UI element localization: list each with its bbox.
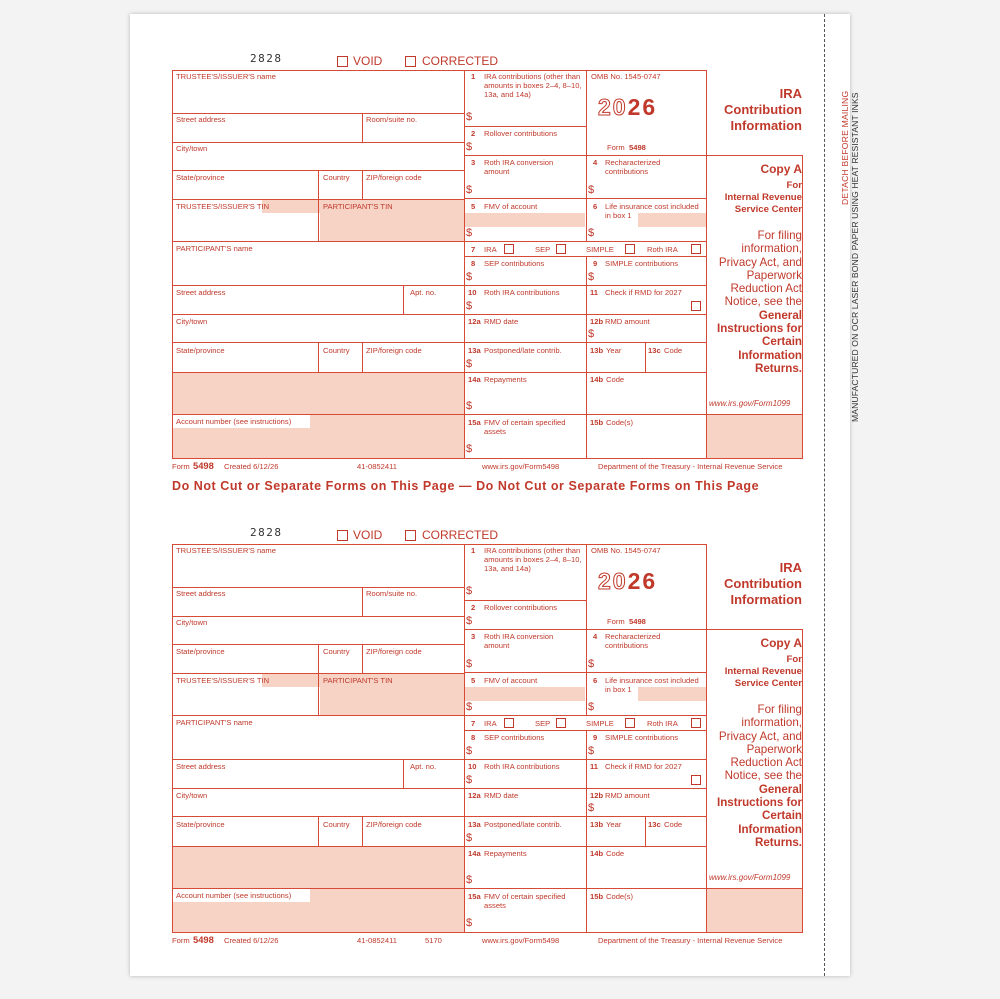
box15b-field[interactable] [586,414,707,459]
box10-label: Roth IRA contributions [484,288,560,297]
box7-sep-label: SEP [535,245,551,254]
participant-city-field[interactable] [172,314,465,343]
box2-dollar: $ [466,141,473,153]
omb-form-number: 5498 [629,617,646,626]
notice-line-1: For filing [757,703,802,716]
box14b-label: Code [606,375,625,384]
box1-label: IRA contributions (other than amounts in boxes 2–4, 8–10, 13a, and 14a) [484,72,582,99]
tax-year: 2026 [598,568,658,594]
void-label: VOID [353,54,383,68]
form-5498-bottom [0,474,1000,945]
participant-country-label: Country [323,346,350,355]
box10-dollar: $ [466,774,473,786]
box5-label: FMV of account [484,676,538,685]
box14a-dollar: $ [466,400,473,412]
box11-checkbox[interactable] [691,301,701,311]
omb-form-label: Form [607,617,625,626]
box2-number: 2 [471,129,476,138]
box14b-number: 14b [590,849,604,858]
footer-url: www.irs.gov/Form5498 [482,462,560,471]
box6-dollar: $ [588,701,595,713]
box13a-number: 13a [468,346,481,355]
box6-label: Life insurance cost included in box 1 [605,202,699,220]
box13a-dollar: $ [466,358,473,370]
box14a-label: Repayments [484,849,527,858]
box8-number: 8 [471,733,476,742]
box7-sep-checkbox[interactable] [556,244,566,254]
notice-line-7: General [758,782,802,796]
trustee-country-label: Country [323,647,350,656]
box5-number: 5 [471,202,476,211]
notice-line-3: Privacy Act, and [718,255,802,269]
trustee-name-label: TRUSTEE'S/ISSUER'S name [176,546,276,555]
participant-zip-label: ZIP/foreign code [366,346,422,355]
box10-label: Roth IRA contributions [484,762,560,771]
box15b-field[interactable] [586,888,707,933]
box11-label: Check if RMD for 2027 [605,762,682,771]
box7-roth-checkbox[interactable] [691,244,701,254]
box3-dollar: $ [466,184,473,196]
box3-label: Roth IRA conversion amount [484,632,554,650]
title-line-3: Information [730,118,802,133]
omb-form-number: 5498 [629,143,646,152]
apt-label: Apt. no. [410,762,437,771]
box7-simple-checkbox[interactable] [625,244,635,254]
box15b-number: 15b [590,418,604,427]
notice-line-7: General [758,308,802,322]
box5-dollar: $ [466,701,473,713]
trustee-city-field[interactable] [172,142,465,171]
box12a-label: RMD date [484,317,519,326]
footer-created: Created 6/12/26 [224,936,279,945]
box13b-number: 13b [590,346,604,355]
box7-simple-label: SIMPLE [586,719,614,728]
notice-line-2: information, [741,716,802,730]
box15b-number: 15b [590,892,604,901]
box7-number: 7 [471,719,476,728]
participant-state-label: State/province [176,346,225,355]
box7-simple-label: SIMPLE [586,245,614,254]
box13c-label: Code [664,346,683,355]
box12b-label: RMD amount [605,317,650,326]
participant-street-label: Street address [176,288,226,297]
box2-number: 2 [471,603,476,612]
box7-number: 7 [471,245,476,254]
box7-sep-checkbox[interactable] [556,718,566,728]
box13c-number: 13c [648,346,661,355]
form-code: 2828 [250,52,283,65]
box1-label: IRA contributions (other than amounts in boxes 2–4, 8–10, 13a, and 14a) [484,546,582,573]
box12a-field[interactable] [464,314,587,343]
corrected-label: CORRECTED [422,528,499,542]
box14a-dollar: $ [466,874,473,886]
box13a-label: Postponed/late contrib. [484,820,562,829]
box7-roth-label: Roth IRA [647,719,678,728]
footer-dept: Department of the Treasury - Internal Revenue Service [598,936,783,945]
footer-code: 41-0852411 [357,936,397,945]
box13b-number: 13b [590,820,604,829]
footer-code: 41-0852411 [357,462,397,471]
copy-a-block [708,636,802,849]
form-title [706,560,802,608]
footer-form-label: Form [172,462,190,471]
corner-box [706,888,803,933]
notice-line-4: Paperwork [746,268,802,282]
box10-number: 10 [468,288,477,297]
box15a-dollar: $ [466,917,473,929]
box15a-label: FMV of certain specified assets [484,418,566,436]
participant-tin-label: PARTICIPANT'S TIN [323,202,393,211]
notice-line-8: Instructions for [716,322,802,336]
box14a-label: Repayments [484,375,527,384]
box9-dollar: $ [588,271,595,283]
notice-line-10: Information [738,348,802,362]
box1-dollar: $ [466,111,473,123]
footer-form-number: 5498 [193,460,214,471]
box5-label: FMV of account [484,202,538,211]
void-label: VOID [353,528,383,542]
blank-field [172,846,465,889]
box5-dollar: $ [466,227,473,239]
footer-code-2: 5170 [425,936,442,945]
footer-dept: Department of the Treasury - Internal Revenue Service [598,462,783,471]
copy-url: www.irs.gov/Form1099 [709,399,791,408]
trustee-zip-label: ZIP/foreign code [366,173,422,182]
box15a-dollar: $ [466,443,473,455]
box12a-label: RMD date [484,791,519,800]
box3-number: 3 [471,158,476,167]
title-line-1: IRA [779,560,802,575]
box13b-label: Year [606,820,622,829]
box11-number: 11 [590,762,599,771]
participant-zip-label: ZIP/foreign code [366,820,422,829]
box13a-label: Postponed/late contrib. [484,346,562,355]
omb-number: OMB No. 1545-0747 [591,72,661,81]
notice-line-2: information, [741,242,802,256]
corrected-checkbox[interactable] [405,56,416,67]
box9-label: SIMPLE contributions [605,733,679,742]
box11-checkbox[interactable] [691,775,701,785]
trustee-tin-label: TRUSTEE'S/ISSUER'S TIN [176,202,270,211]
notice-line-8: Instructions for [716,796,802,810]
box11-label: Check if RMD for 2027 [605,288,682,297]
box12b-number: 12b [590,791,604,800]
manufacturer-text: MANUFACTURED ON OCR LASER BOND PAPER USING HEAT RESISTANT INKS [850,92,860,422]
copy-a-block [708,162,802,375]
corrected-checkbox[interactable] [405,530,416,541]
copy-url: www.irs.gov/Form1099 [709,873,791,882]
notice-line-11: Returns. [754,361,802,375]
box2-label: Rollover contributions [484,129,558,138]
trustee-street-label: Street address [176,589,226,598]
box1-number: 1 [471,546,476,555]
box9-dollar: $ [588,745,595,757]
notice-line-11: Returns. [754,835,802,849]
notice-line-4: Paperwork [746,742,802,756]
notice-line-1: For filing [757,229,802,242]
separator-warning: Do Not Cut or Separate Forms on This Page — Do Not Cut or Separate Forms on This Page [172,479,760,493]
notice-line-10: Information [738,822,802,836]
omb-number: OMB No. 1545-0747 [591,546,661,555]
box9-label: SIMPLE contributions [605,259,679,268]
footer-form-label: Form [172,936,190,945]
room-label: Room/suite no. [366,115,418,124]
box13c-number: 13c [648,820,661,829]
box7-sep-label: SEP [535,719,551,728]
box12b-dollar: $ [588,802,595,814]
box4-number: 4 [593,632,598,641]
participant-city-field[interactable] [172,788,465,817]
box7-ira-checkbox[interactable] [504,718,514,728]
trustee-name-label: TRUSTEE'S/ISSUER'S name [176,72,276,81]
detach-text: DETACH BEFORE MAILING [840,90,850,205]
trustee-zip-label: ZIP/foreign code [366,647,422,656]
box1-dollar: $ [466,585,473,597]
participant-country-label: Country [323,820,350,829]
trustee-city-label: City/town [176,144,208,153]
box7-roth-checkbox[interactable] [691,718,701,728]
box13a-number: 13a [468,820,481,829]
notice-line-9: Certain [762,335,802,349]
omb-form-label: Form [607,143,625,152]
box7-ira-checkbox[interactable] [504,244,514,254]
box8-number: 8 [471,259,476,268]
box14b-number: 14b [590,375,604,384]
box12a-field[interactable] [464,788,587,817]
trustee-street-label: Street address [176,115,226,124]
box9-number: 9 [593,733,598,742]
box8-dollar: $ [466,745,473,757]
box15b-label: Code(s) [606,892,634,901]
box13c-label: Code [664,820,683,829]
box14a-number: 14a [468,375,481,384]
title-line-1: IRA [779,86,802,101]
box12b-dollar: $ [588,328,595,340]
account-label: Account number (see instructions) [176,891,292,900]
notice-line-5: Reduction Act [730,756,802,770]
trustee-state-label: State/province [176,647,225,656]
trustee-city-field[interactable] [172,616,465,645]
copy-notice [708,703,802,849]
form-code: 2828 [250,526,283,539]
box12b-number: 12b [590,317,604,326]
box2-dollar: $ [466,615,473,627]
copy-label: Copy A [760,162,802,176]
void-checkbox[interactable] [337,56,348,67]
participant-tin-label: PARTICIPANT'S TIN [323,676,393,685]
apt-label: Apt. no. [410,288,437,297]
box4-dollar: $ [588,658,595,670]
copy-center: Internal Revenue Service Center [724,666,802,689]
box6-dollar: $ [588,227,595,239]
box14b-field[interactable] [586,372,707,415]
room-label: Room/suite no. [366,589,418,598]
box4-label: Recharacterized contributions [605,632,661,650]
copy-for: For [786,654,802,665]
box14b-field[interactable] [586,846,707,889]
participant-city-label: City/town [176,791,208,800]
notice-line-6: Notice, see the [724,769,802,783]
box7-ira-label: IRA [484,719,497,728]
box14b-label: Code [606,849,625,858]
box12b-label: RMD amount [605,791,650,800]
box4-dollar: $ [588,184,595,196]
copy-for: For [786,180,802,191]
box9-number: 9 [593,259,598,268]
corrected-label: CORRECTED [422,54,499,68]
box13a-dollar: $ [466,832,473,844]
corner-box [706,414,803,459]
box3-label: Roth IRA conversion amount [484,158,554,176]
tax-year: 2026 [598,94,658,120]
box8-label: SEP contributions [484,733,545,742]
footer-url: www.irs.gov/Form5498 [482,936,560,945]
account-label: Account number (see instructions) [176,417,292,426]
box15b-label: Code(s) [606,418,634,427]
box4-label: Recharacterized contributions [605,158,661,176]
trustee-state-label: State/province [176,173,225,182]
box10-number: 10 [468,762,477,771]
title-line-3: Information [730,592,802,607]
box6-number: 6 [593,202,598,211]
box12a-number: 12a [468,791,481,800]
trustee-tin-label: TRUSTEE'S/ISSUER'S TIN [176,676,270,685]
box14a-number: 14a [468,849,481,858]
box6-label: Life insurance cost included in box 1 [605,676,699,694]
form-5498-top [0,0,1000,471]
box8-dollar: $ [466,271,473,283]
participant-name-label: PARTICIPANT'S name [176,718,253,727]
box1-number: 1 [471,72,476,81]
footer-form-number: 5498 [193,934,214,945]
void-checkbox[interactable] [337,530,348,541]
box15a-number: 15a [468,418,481,427]
box7-roth-label: Roth IRA [647,245,678,254]
box6-number: 6 [593,676,598,685]
copy-label: Copy A [760,636,802,650]
participant-name-label: PARTICIPANT'S name [176,244,253,253]
notice-line-3: Privacy Act, and [718,729,802,743]
title-line-2: Contribution [724,102,802,117]
box3-dollar: $ [466,658,473,670]
participant-city-label: City/town [176,317,208,326]
blank-field [172,372,465,415]
form-title [706,86,802,134]
box2-label: Rollover contributions [484,603,558,612]
copy-center: Internal Revenue Service Center [724,192,802,215]
box8-label: SEP contributions [484,259,545,268]
box12a-number: 12a [468,317,481,326]
notice-line-9: Certain [762,809,802,823]
box15a-label: FMV of certain specified assets [484,892,566,910]
footer-created: Created 6/12/26 [224,462,279,471]
participant-street-label: Street address [176,762,226,771]
participant-state-label: State/province [176,820,225,829]
notice-line-6: Notice, see the [724,295,802,309]
box5-number: 5 [471,676,476,685]
box11-number: 11 [590,288,599,297]
notice-line-5: Reduction Act [730,282,802,296]
copy-notice [708,229,802,375]
box3-number: 3 [471,632,476,641]
box7-simple-checkbox[interactable] [625,718,635,728]
title-line-2: Contribution [724,576,802,591]
trustee-city-label: City/town [176,618,208,627]
box10-dollar: $ [466,300,473,312]
trustee-country-label: Country [323,173,350,182]
box4-number: 4 [593,158,598,167]
box7-ira-label: IRA [484,245,497,254]
box13b-label: Year [606,346,622,355]
box15a-number: 15a [468,892,481,901]
